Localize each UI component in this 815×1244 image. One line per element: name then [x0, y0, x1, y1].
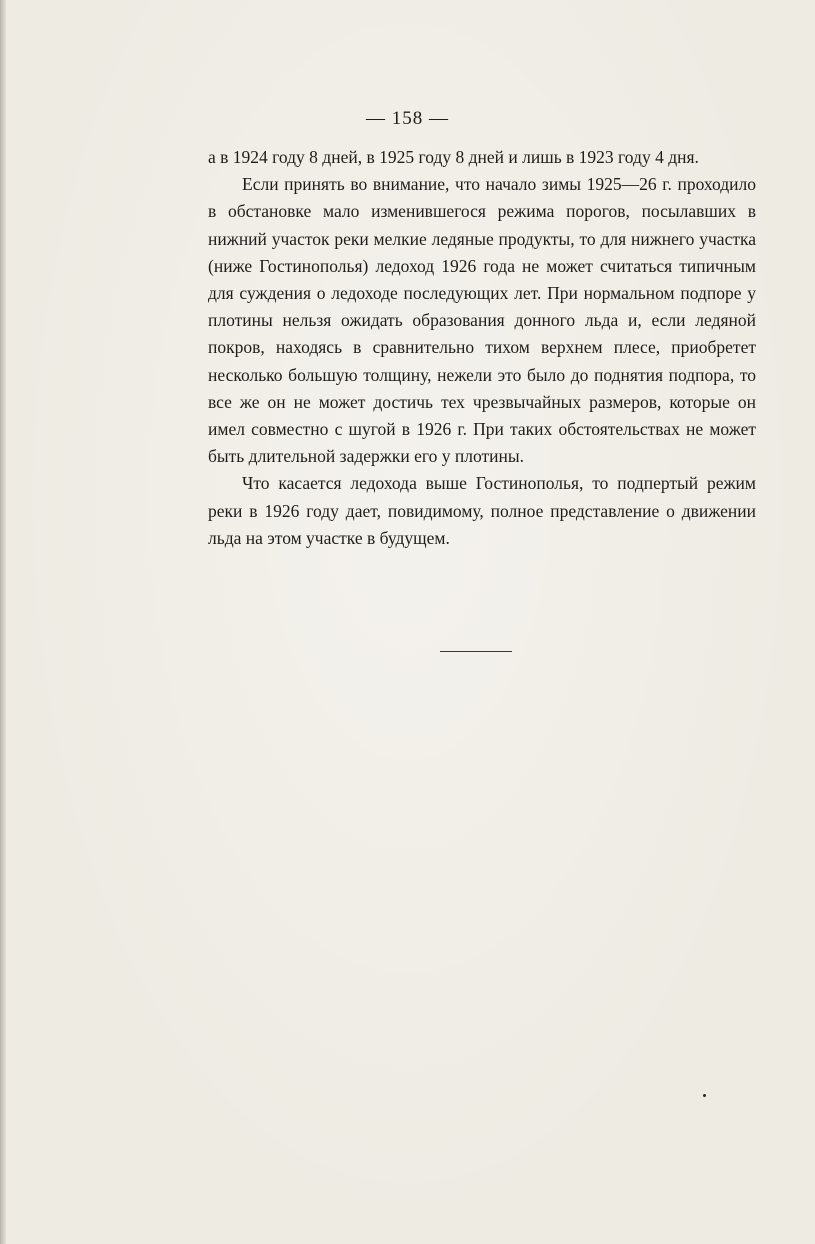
section-divider: [440, 651, 512, 652]
paragraph: Что касается ледохода выше Гостинополья, то подпертый режим реки в 1926 году дает, повидимому, полное представление о движении льда на этом участке в будущем.: [208, 473, 756, 548]
ink-speck: [703, 1094, 706, 1097]
paragraph: Если принять во внимание, что начало зимы 1925—26 г. проходило в обстановке мало изменившегося режима порогов, посылавших в нижний участок реки мелкие ледяные продукты, то для нижнего участка (ниже Гостинополья) ледоход 1926 года не может считаться типичным для суждения о ледоходе последующих лет. При нормальном подпоре у плотины нельзя ожидать образования донного льда и, если ледяной покров, находясь в сравнительно тихом верхнем плесе, приобретет несколько большую толщину, нежели это было до поднятия подпора, то все же он не может достичь тех чрезвычайных размеров, которые он имел совместно с шугой в 1926 г. При таких обстоятельствах не может быть длительной задержки его у плотины.: [208, 174, 756, 467]
page-number: — 158 —: [366, 108, 449, 129]
paragraph-continuation: а в 1924 году 8 дней, в 1925 году 8 дней и лишь в 1923 году 4 дня.: [208, 147, 699, 167]
page-edge-shadow: [0, 0, 6, 1244]
body-text: [208, 144, 756, 552]
